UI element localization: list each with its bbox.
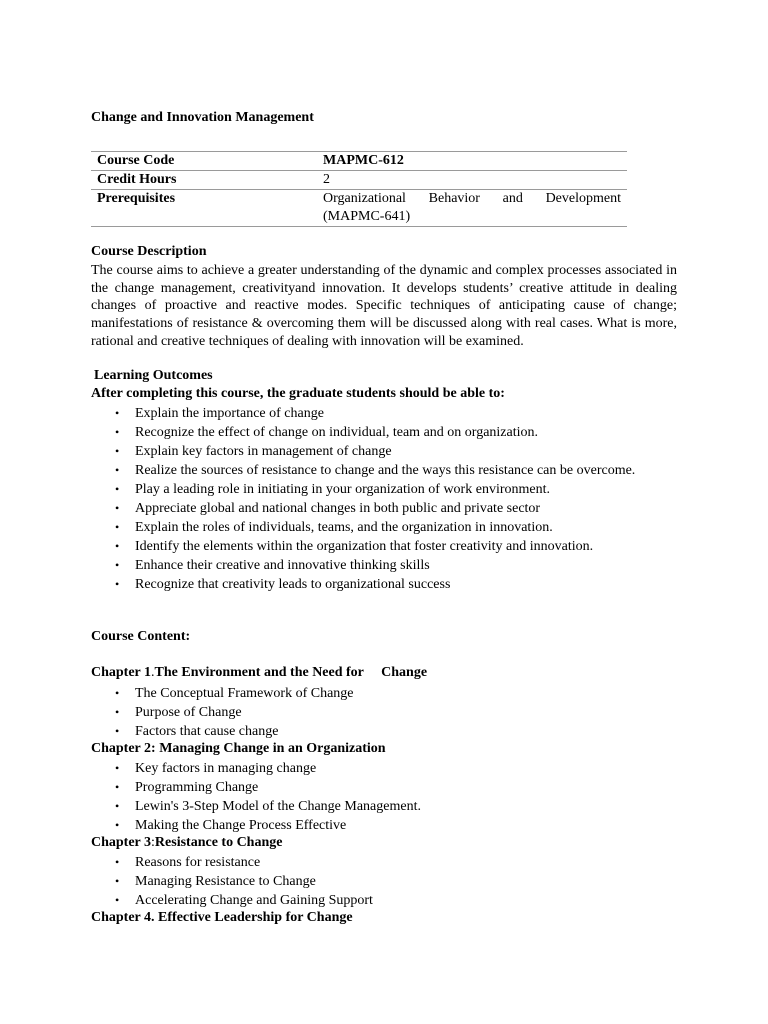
table-label: Credit Hours — [91, 171, 317, 190]
description-text: The course aims to achieve a greater understanding of the dynamic and complex processes associated in the change management, creativityand innovation. It develops students’ creative attitude in dealing changes of proactive and reactive modes. Specific techniques of anticipating cause of change; manifestations of resistance & overcoming them will be discussed along with real cases. What is more, rational and creative techniques of dealing with innovation will be examined. — [91, 263, 677, 349]
bullet-icon: • — [115, 406, 120, 420]
list-item: • Purpose of Change — [115, 705, 242, 720]
list-item: • Enhance their creative and innovative thinking skills — [115, 558, 430, 573]
bullet-icon: • — [115, 539, 120, 553]
chapter-number: Chapter 1 — [91, 665, 152, 680]
outcomes-intro: After completing this course, the graduate students should be able to: — [91, 386, 505, 401]
bullet-icon: • — [115, 577, 120, 591]
table-label: Course Code — [91, 152, 317, 171]
bullet-icon: • — [115, 501, 120, 515]
outcomes-heading: Learning Outcomes — [94, 368, 213, 383]
chapter-topics — [91, 853, 373, 910]
list-item: • Recognize that creativity leads to organizational success — [115, 577, 451, 592]
list-item: • The Conceptual Framework of Change — [115, 686, 354, 701]
chapter-title: Resistance to Change — [154, 835, 283, 850]
bullet-icon: • — [115, 780, 120, 794]
list-item: • Explain the importance of change — [115, 406, 324, 421]
list-item: • Accelerating Change and Gaining Support — [115, 893, 373, 908]
list-item: • Factors that cause change — [115, 724, 279, 739]
chapter-title: Effective Leadership for Change — [158, 910, 353, 925]
list-item: • Explain the roles of individuals, teams, and the organization in innovation. — [115, 520, 553, 535]
chapter-heading: Chapter 2: Managing Change in an Organization — [91, 741, 386, 756]
list-item: • Managing Resistance to Change — [115, 874, 316, 889]
bullet-icon: • — [115, 558, 120, 572]
bullet-icon: • — [115, 444, 120, 458]
list-item: • Play a leading role in initiating in your organization of work environment. — [115, 482, 550, 497]
chapter-heading: Chapter 3:Resistance to Change — [91, 835, 283, 850]
bullet-icon: • — [115, 893, 120, 907]
bullet-icon: • — [115, 686, 120, 700]
bullet-icon: • — [115, 463, 120, 477]
outcomes-list — [91, 404, 635, 594]
list-item: • Realize the sources of resistance to change and the ways this resistance can be overcome. — [115, 463, 636, 478]
chapter-topics — [91, 759, 421, 835]
table-value: MAPMC-612 — [317, 152, 627, 171]
chapter-number: Chapter 4 — [91, 910, 152, 925]
bullet-icon: • — [115, 818, 120, 832]
chapter-topics — [91, 684, 354, 741]
bullet-icon: • — [115, 855, 120, 869]
chapter-heading: Chapter 4. Effective Leadership for Change — [91, 910, 353, 925]
table-row — [91, 171, 627, 190]
bullet-icon: • — [115, 482, 120, 496]
chapter-title: Managing Change in an Organization — [159, 741, 386, 756]
chapter-heading: Chapter 1.The Environment and the Need for Change — [91, 665, 428, 680]
table-value: Organizational Behavior and Development (MAPMC-641) — [317, 190, 627, 227]
bullet-icon: • — [115, 520, 120, 534]
list-item: • Appreciate global and national changes in both public and private sector — [115, 501, 541, 516]
chapter-title: The Environment and the Need for Change — [154, 665, 428, 680]
bullet-icon: • — [115, 761, 120, 775]
list-item: • Key factors in managing change — [115, 761, 317, 776]
table-label: Prerequisites — [91, 190, 317, 227]
bullet-icon: • — [115, 724, 120, 738]
content-heading: Course Content: — [91, 629, 191, 644]
list-item: • Recognize the effect of change on individual, team and on organization. — [115, 425, 539, 440]
bullet-icon: • — [115, 705, 120, 719]
list-item: • Reasons for resistance — [115, 855, 261, 870]
table-value: 2 — [317, 171, 627, 190]
list-item: • Making the Change Process Effective — [115, 818, 347, 833]
list-item: • Identify the elements within the organization that foster creativity and innovation. — [115, 539, 594, 554]
table-row — [91, 152, 627, 171]
description-heading: Course Description — [91, 244, 207, 259]
chapter-number: Chapter 3 — [91, 835, 152, 850]
course-info-table — [91, 151, 627, 227]
chapter-number: Chapter 2 — [91, 741, 152, 756]
bullet-icon: • — [115, 799, 120, 813]
document-title: Change and Innovation Management — [91, 110, 314, 125]
table-row — [91, 190, 627, 227]
bullet-icon: • — [115, 425, 120, 439]
list-item: • Programming Change — [115, 780, 259, 795]
list-item: • Lewin's 3-Step Model of the Change Management. — [115, 799, 421, 814]
list-item: • Explain key factors in management of change — [115, 444, 392, 459]
bullet-icon: • — [115, 874, 120, 888]
